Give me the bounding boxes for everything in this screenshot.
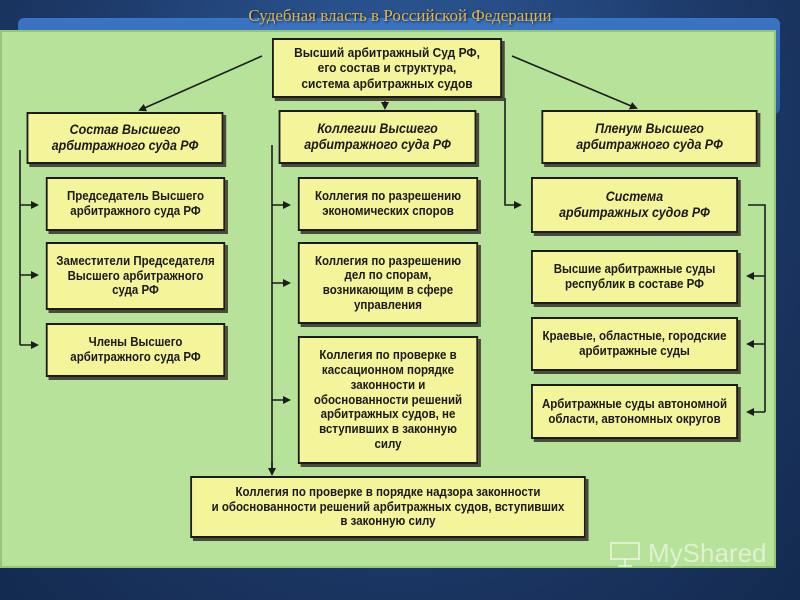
- branch-root-system: [505, 98, 520, 205]
- node-col-admin: Коллегия по разрешению дел по спорам, возникающим в сфере управления: [298, 242, 478, 324]
- node-col-supervision: Коллегия по проверке в порядке надзора законности и обоснованности решений арбитражных судов, вступивших в законную силу: [190, 476, 586, 538]
- node-system: Система арбитражных судов РФ: [531, 177, 738, 233]
- slide-title: Судебная власть в Российской Федерации: [248, 6, 552, 25]
- presentation-screen-icon: [608, 540, 642, 568]
- watermark: [608, 538, 767, 569]
- arrow-root-composition: [140, 56, 262, 110]
- watermark-text: MyShared: [648, 538, 767, 568]
- node-plenum: Пленум Высшего арбитражного суда РФ: [541, 110, 757, 164]
- node-root: Высший арбитражный Суд РФ, его состав и структура, система арбитражных судов: [272, 38, 502, 98]
- node-col-cassation: Коллегия по проверке в кассационном порядке законности и обоснованности решений арбитражных судов, не вступивших в законную силу: [298, 336, 478, 464]
- arrow-root-plenum: [512, 56, 636, 108]
- node-collegia: Коллегии Высшего арбитражного суда РФ: [279, 110, 477, 164]
- node-col-economic: Коллегия по разрешению экономических споров: [298, 177, 478, 231]
- node-regional-courts: Краевые, областные, городские арбитражные суды: [531, 317, 738, 371]
- node-members: Члены Высшего арбитражного суда РФ: [46, 323, 225, 377]
- node-chairman: Председатель Высшего арбитражного суда РФ: [46, 177, 225, 231]
- node-republic-courts: Высшие арбитражные суды республик в составе РФ: [531, 250, 738, 304]
- branch-system: [748, 205, 765, 412]
- node-autonomous-courts: Арбитражные суды автономной области, автономных округов: [531, 384, 738, 439]
- node-deputies: Заместители Председателя Высшего арбитражного суда РФ: [46, 242, 225, 310]
- node-composition: Состав Высшего арбитражного суда РФ: [27, 112, 224, 164]
